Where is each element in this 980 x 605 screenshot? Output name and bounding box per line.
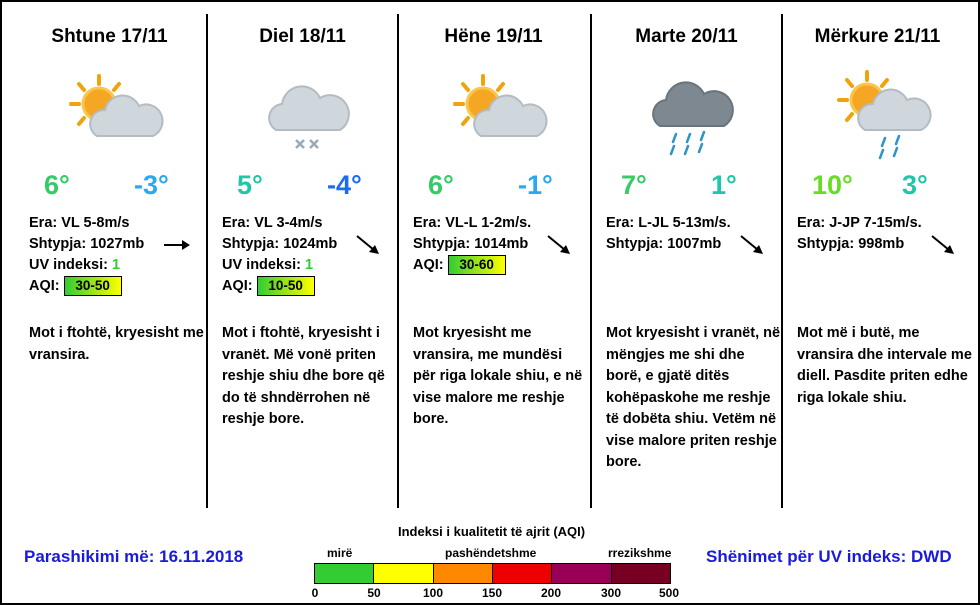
wind-direction-arrow-icon (737, 233, 767, 253)
pressure-info: Shtypja: 1024mb (222, 236, 338, 252)
aqi-row (222, 276, 397, 297)
wind-info: Era: L-JL 5-13m/s. (606, 215, 731, 231)
aqi-label-good: mirë (327, 546, 353, 560)
min-temperature: 3° (902, 170, 928, 200)
wind-direction-arrow-icon (544, 233, 574, 253)
pressure-info: Shtypja: 1027mb (29, 236, 145, 252)
aqi-scale-title: Indeksi i kualitetit të ajrit (AQI) (398, 524, 586, 539)
sun-behind-cloud-icon (69, 70, 165, 166)
aqi-badge: 30-60 (448, 255, 506, 275)
aqi-label-hazardous: rrezikshme (608, 546, 672, 560)
min-temperature: -1° (518, 170, 553, 200)
temperature-row (782, 170, 973, 202)
aqi-tick: 100 (422, 586, 444, 600)
pressure-info: Shtypja: 1007mb (606, 236, 722, 252)
uv-index-label: UV indeksi: (29, 257, 112, 273)
day-title: Hëne 19/11 (444, 26, 543, 47)
day-forecast-column (14, 14, 205, 508)
uv-index-value: 1 (112, 257, 121, 273)
aqi-label: AQI: (29, 278, 60, 294)
wind-direction-arrow-icon (353, 233, 383, 253)
day-forecast-column (782, 14, 973, 508)
forecast-description: Mot i ftohtë, kryesisht i vranët. Më vonë priten reshje shiu dhe bore që do të shndërrohen në reshje bore. (222, 325, 385, 427)
aqi-segment (612, 564, 670, 583)
wind-direction-arrow-icon (162, 235, 192, 255)
min-temperature: 1° (711, 170, 737, 200)
max-temperature: 6° (44, 170, 70, 200)
aqi-segment (315, 564, 374, 583)
forecast-date: Parashikimi më: 16.11.2018 (24, 547, 244, 566)
aqi-label: AQI: (222, 278, 253, 294)
uv-index-label: UV indeksi: (222, 257, 305, 273)
forecast-description: Mot më i butë, me vransira dhe intervale me diell. Pasdite priten edhe riga lokale shiu. (797, 325, 972, 406)
wind-direction-arrow-icon (928, 233, 958, 253)
aqi-label: AQI: (413, 257, 444, 273)
wind-info: Era: VL-L 1-2m/s. (413, 215, 532, 231)
wind-info: Era: VL 3-4m/s (222, 215, 323, 231)
aqi-badge: 30-50 (64, 276, 122, 296)
day-forecast-column (207, 14, 398, 508)
wind-info: Era: J-JP 7-15m/s. (797, 215, 922, 231)
sun-cloud-rain-icon (837, 70, 933, 166)
temperature-row (14, 170, 205, 202)
aqi-segment (552, 564, 611, 583)
temperature-row (207, 170, 398, 202)
aqi-tick: 0 (311, 586, 319, 600)
max-temperature: 6° (428, 170, 454, 200)
column-divider (206, 14, 208, 508)
aqi-tick: 300 (600, 586, 622, 600)
min-temperature: -4° (327, 170, 362, 200)
uv-index-row (29, 255, 204, 276)
max-temperature: 10° (812, 170, 853, 200)
aqi-segment (374, 564, 433, 583)
uv-index-row (222, 255, 397, 276)
max-temperature: 7° (621, 170, 647, 200)
max-temperature: 5° (237, 170, 263, 200)
pressure-info: Shtypja: 1014mb (413, 236, 529, 252)
uv-source-note: Shënimet për UV indeks: DWD (706, 547, 952, 566)
aqi-row (29, 276, 204, 297)
aqi-tick: 500 (658, 586, 680, 600)
day-title: Marte 20/11 (635, 26, 738, 47)
aqi-badge: 10-50 (257, 276, 315, 296)
column-divider (590, 14, 592, 508)
aqi-color-scale (314, 563, 671, 584)
min-temperature: -3° (134, 170, 169, 200)
day-forecast-column (398, 14, 589, 508)
snow-cloud-icon (262, 70, 358, 166)
aqi-label-unhealthy: pashëndetshme (445, 546, 537, 560)
forecast-description: Mot kryesisht i vranët, në mëngjes me shi dhe borë, e gjatë ditës kohëpaskohe me reshje të dobëta shiu. Vetëm në vise malore priten reshje bore. (606, 325, 781, 470)
aqi-tick: 50 (367, 586, 381, 600)
forecast-description: Mot kryesisht me vransira, me mundësi për riga lokale shiu, e në vise malore me reshje bore. (413, 325, 583, 427)
rain-cloud-icon (646, 70, 742, 166)
column-divider (781, 14, 783, 508)
aqi-segment (493, 564, 552, 583)
temperature-row (591, 170, 782, 202)
aqi-segment (434, 564, 493, 583)
temperature-row (398, 170, 589, 202)
pressure-info: Shtypja: 998mb (797, 236, 905, 252)
uv-index-value: 1 (305, 257, 314, 273)
column-divider (397, 14, 399, 508)
aqi-tick: 150 (481, 586, 503, 600)
day-title: Mërkure 21/11 (814, 26, 941, 47)
aqi-tick: 200 (540, 586, 562, 600)
day-title: Shtune 17/11 (51, 26, 168, 47)
day-title: Diel 18/11 (259, 26, 346, 47)
aqi-row (413, 255, 588, 276)
wind-info: Era: VL 5-8m/s (29, 215, 130, 231)
forecast-description: Mot i ftohtë, kryesisht me vransira. (29, 325, 204, 363)
day-forecast-column (591, 14, 782, 508)
sun-behind-cloud-icon (453, 70, 549, 166)
